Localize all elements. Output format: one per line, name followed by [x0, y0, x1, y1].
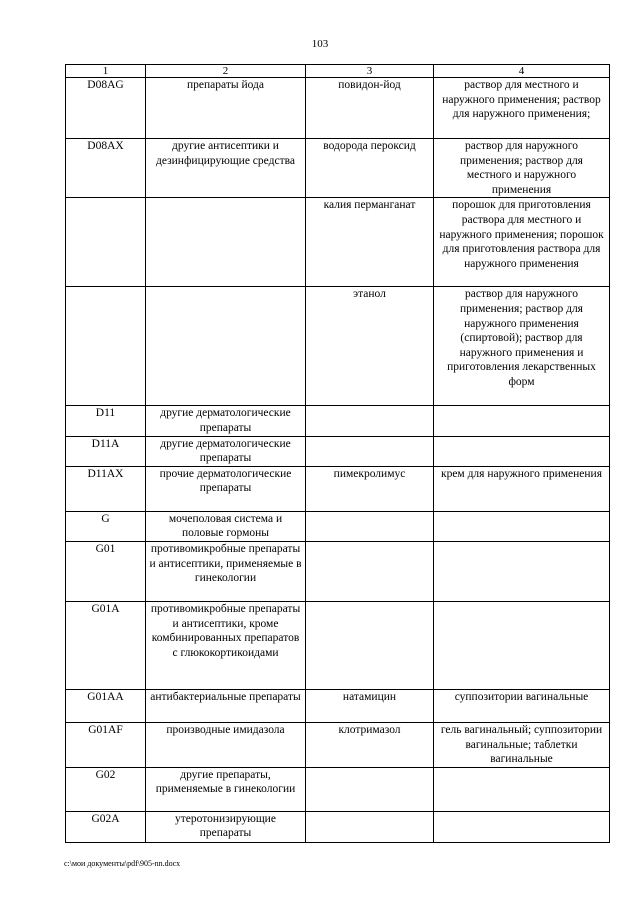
- header-cell-1: 1: [66, 65, 146, 78]
- code-cell: G: [66, 511, 146, 541]
- table-row: [66, 287, 610, 406]
- form-cell: [434, 601, 610, 689]
- form-cell: [434, 541, 610, 601]
- substance-cell: повидон-йод: [306, 78, 434, 139]
- table-row: [66, 198, 610, 287]
- form-cell: суппозитории вагинальные: [434, 689, 610, 722]
- group-cell: другие антисептики и дезинфицирующие средства: [146, 139, 306, 198]
- group-cell: [146, 287, 306, 406]
- form-cell: [434, 406, 610, 436]
- header-cell-2: 2: [146, 65, 306, 78]
- code-cell: G01A: [66, 601, 146, 689]
- substance-cell: [306, 767, 434, 811]
- group-cell: другие препараты, применяемые в гинекологии: [146, 767, 306, 811]
- table-row: [66, 689, 610, 722]
- code-cell: [66, 198, 146, 287]
- group-cell: противомикробные препараты и антисептики, кроме комбинированных препаратов с глюкокортикоидами: [146, 601, 306, 689]
- group-cell: другие дерматологические препараты: [146, 406, 306, 436]
- group-cell: [146, 198, 306, 287]
- table-row: [66, 811, 610, 842]
- footer-file-path: c:\мои документы\pdf\905-nn.docx: [64, 859, 181, 868]
- substance-cell: пимекролимус: [306, 466, 434, 511]
- form-cell: порошок для приготовления раствора для местного и наружного применения; порошок для приготовления раствора для наружного применения: [434, 198, 610, 287]
- group-cell: препараты йода: [146, 78, 306, 139]
- form-cell: [434, 436, 610, 466]
- code-cell: D08AX: [66, 139, 146, 198]
- form-cell: крем для наружного применения: [434, 466, 610, 511]
- substance-cell: этанол: [306, 287, 434, 406]
- table-row: [66, 139, 610, 198]
- group-cell: производные имидазола: [146, 722, 306, 767]
- group-cell: антибактериальные препараты: [146, 689, 306, 722]
- group-cell: другие дерматологические препараты: [146, 436, 306, 466]
- table-row: [66, 436, 610, 466]
- code-cell: D08AG: [66, 78, 146, 139]
- substance-cell: водорода пероксид: [306, 139, 434, 198]
- drug-table: [65, 64, 610, 843]
- code-cell: D11A: [66, 436, 146, 466]
- substance-cell: клотримазол: [306, 722, 434, 767]
- form-cell: [434, 767, 610, 811]
- table-row: [66, 406, 610, 436]
- group-cell: утеротонизирующие препараты: [146, 811, 306, 842]
- substance-cell: [306, 436, 434, 466]
- form-cell: раствор для наружного применения; раствор для местного и наружного применения: [434, 139, 610, 198]
- group-cell: противомикробные препараты и антисептики, применяемые в гинекологии: [146, 541, 306, 601]
- form-cell: гель вагинальный; суппозитории вагинальные; таблетки вагинальные: [434, 722, 610, 767]
- form-cell: [434, 511, 610, 541]
- substance-cell: [306, 406, 434, 436]
- substance-cell: натамицин: [306, 689, 434, 722]
- form-cell: раствор для местного и наружного применения; раствор для наружного применения;: [434, 78, 610, 139]
- table-row: [66, 601, 610, 689]
- table-row: [66, 78, 610, 139]
- group-cell: мочеполовая система и половые гормоны: [146, 511, 306, 541]
- code-cell: G02A: [66, 811, 146, 842]
- substance-cell: [306, 511, 434, 541]
- code-cell: G02: [66, 767, 146, 811]
- form-cell: раствор для наружного применения; раствор для наружного применения (спиртовой); раствор для наружного применения и приготовления лекарственных форм: [434, 287, 610, 406]
- substance-cell: [306, 541, 434, 601]
- code-cell: [66, 287, 146, 406]
- table-header-row: [66, 65, 610, 78]
- group-cell: прочие дерматологические препараты: [146, 466, 306, 511]
- code-cell: G01: [66, 541, 146, 601]
- table-row: [66, 511, 610, 541]
- substance-cell: [306, 811, 434, 842]
- page-number: 103: [311, 38, 329, 50]
- form-cell: [434, 811, 610, 842]
- code-cell: G01AF: [66, 722, 146, 767]
- code-cell: D11: [66, 406, 146, 436]
- code-cell: D11AX: [66, 466, 146, 511]
- code-cell: G01AA: [66, 689, 146, 722]
- header-cell-4: 4: [434, 65, 610, 78]
- substance-cell: калия перманганат: [306, 198, 434, 287]
- substance-cell: [306, 601, 434, 689]
- table-row: [66, 466, 610, 511]
- table-row: [66, 541, 610, 601]
- table-row: [66, 767, 610, 811]
- header-cell-3: 3: [306, 65, 434, 78]
- table-row: [66, 722, 610, 767]
